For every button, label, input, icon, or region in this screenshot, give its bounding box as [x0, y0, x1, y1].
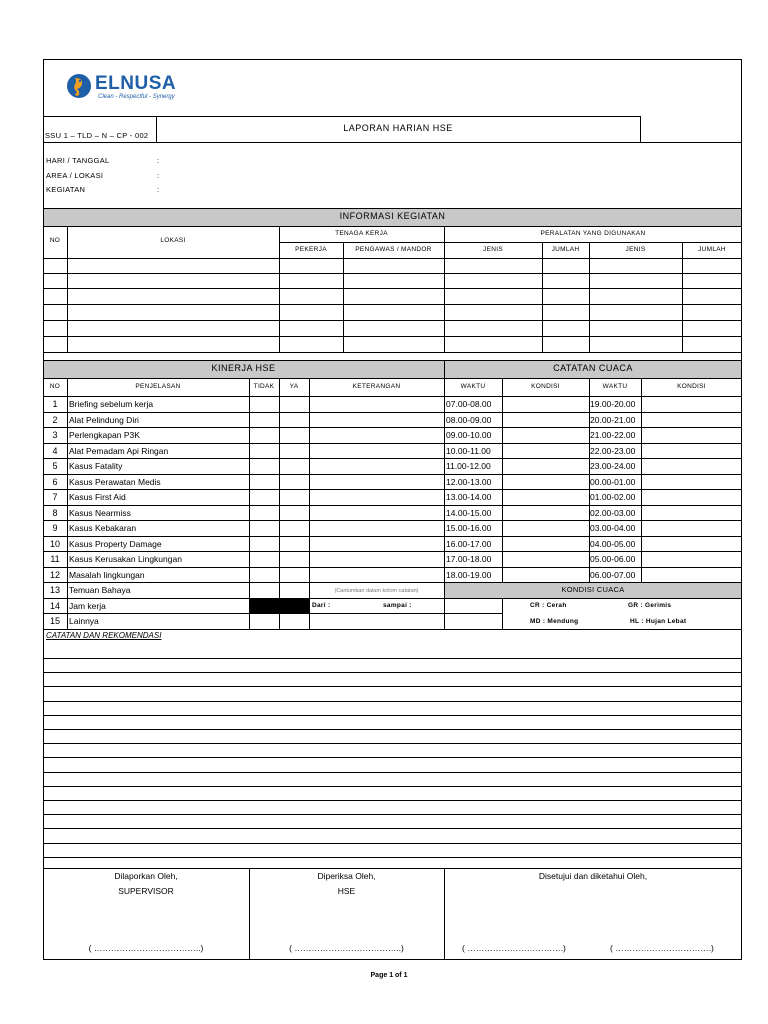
row-penjelasan: Masalah lingkungan: [69, 570, 145, 580]
col-header-no: NO: [49, 237, 61, 244]
catatan-title: CATATAN DAN REKOMENDASI: [46, 631, 162, 640]
col-header-jumlah: JUMLAH: [698, 246, 726, 253]
row-number: 14: [49, 601, 60, 611]
jam-kerja-sampai: sampai :: [383, 602, 412, 609]
row-waktu-left: 13.00-14.00: [446, 492, 492, 502]
row-waktu-right: 04.00-05.00: [590, 539, 636, 549]
field-label-kegiatan: KEGIATAN: [46, 185, 86, 194]
signature-approval-blank-b: ( …………………………….): [610, 943, 714, 953]
field-label-hari-tanggal: HARI / TANGGAL: [46, 156, 110, 165]
signature-hse-caption: Diperiksa Oleh,: [317, 871, 376, 881]
col-header-kondisi: KONDISI: [531, 383, 560, 390]
legend-hujan-lebat: HL : Hujan Lebat: [630, 618, 687, 625]
row-number: 6: [52, 477, 58, 487]
row-number: 15: [49, 616, 60, 626]
row-penjelasan: Kasus Kerusakan Lingkungan: [69, 554, 182, 564]
row-penjelasan: Alat Pelindung Diri: [69, 415, 139, 425]
signature-supervisor-blank: ( ………………………………..): [88, 943, 204, 953]
legend-mendung: MD : Mendung: [530, 618, 579, 625]
row-waktu-right: 19.00-20.00: [590, 399, 636, 409]
signature-supervisor-role: SUPERVISOR: [118, 886, 174, 896]
row-penjelasan: Kasus Fatality: [69, 461, 123, 471]
row-number: 8: [52, 508, 58, 518]
signature-approval-caption: Disetujui dan diketahui Oleh,: [538, 871, 648, 881]
row-waktu-right: 00.00-01.00: [590, 477, 636, 487]
col-header-pengawas: PENGAWAS / MANDOR: [355, 246, 432, 253]
col-header-no: NO: [49, 383, 61, 390]
row-waktu-right: 20.00-21.00: [590, 415, 636, 425]
col-header-lokasi: LOKASI: [160, 237, 186, 244]
col-header-jenis: JENIS: [483, 246, 503, 253]
signature-hse-blank: ( ………………………………..): [289, 943, 404, 953]
col-header-tenaga-kerja: TENAGA KERJA: [335, 230, 388, 237]
row-penjelasan: Kasus Kebakaran: [69, 523, 137, 533]
row-waktu-left: 14.00-15.00: [446, 508, 492, 518]
col-header-jumlah: JUMLAH: [551, 246, 580, 253]
field-label-area-lokasi: AREA / LOKASI: [46, 171, 104, 180]
row-waktu-left: 09.00-10.00: [446, 430, 492, 440]
document-code: SSU 1 – TLD – N – CP - 002: [45, 131, 149, 140]
form-frame: [43, 59, 742, 960]
row-waktu-left: 15.00-16.00: [446, 523, 492, 533]
row-number: 4: [52, 446, 58, 456]
col-header-peralatan: PERALATAN YANG DIGUNAKAN: [540, 230, 646, 237]
row-number: 7: [52, 492, 58, 502]
row-waktu-left: 16.00-17.00: [446, 539, 492, 549]
col-header-ya: YA: [289, 383, 299, 390]
row-number: 13: [49, 585, 60, 595]
row-waktu-right: 03.00-04.00: [590, 523, 636, 533]
row-number: 3: [52, 430, 58, 440]
field-colon: :: [157, 171, 160, 180]
row-penjelasan: Kasus First Aid: [69, 492, 126, 502]
field-colon: :: [157, 185, 160, 194]
row-penjelasan: Kasus Nearmiss: [69, 508, 131, 518]
logo-tagline: Clean - Respectful - Synergy: [98, 94, 175, 100]
row-penjelasan: Temuan Bahaya: [69, 585, 131, 595]
row-number: 2: [52, 415, 58, 425]
section-title-informasi-kegiatan: INFORMASI KEGIATAN: [339, 211, 446, 221]
row-penjelasan: Alat Pemadam Api Ringan: [69, 446, 169, 456]
row-waktu-right: 22.00-23.00: [590, 446, 636, 456]
logo-text: ELNUSA: [95, 73, 177, 94]
row-penjelasan: Lainnya: [69, 616, 99, 626]
field-colon: :: [157, 156, 160, 165]
row-waktu-right: 21.00-22.00: [590, 430, 636, 440]
legend-gerimis: GR : Gerimis: [628, 602, 672, 609]
section-title-kinerja-hse: KINERJA HSE: [211, 363, 276, 373]
col-header-kondisi: KONDISI: [677, 383, 706, 390]
col-header-waktu: WAKTU: [460, 383, 486, 390]
jam-kerja-dari: Dari :: [312, 602, 331, 609]
company-logo: [66, 72, 206, 102]
col-header-penjelasan: PENJELASAN: [135, 383, 181, 390]
row-waktu-left: 11.00-12.00: [446, 461, 491, 471]
row-waktu-left: 12.00-13.00: [446, 477, 492, 487]
kondisi-cuaca-title: KONDISI CUACA: [561, 585, 625, 594]
legend-cerah: CR : Cerah: [530, 602, 567, 609]
row-number: 1: [52, 399, 58, 409]
row-number: 5: [52, 461, 58, 471]
section-title-catatan-cuaca: CATATAN CUACA: [553, 363, 633, 373]
row-waktu-left: 07.00-08.00: [446, 399, 492, 409]
row-waktu-right: 06.00-07.00: [590, 570, 636, 580]
signature-supervisor-caption: Dilaporkan Oleh,: [114, 871, 178, 881]
row-waktu-right: 02.00-03.00: [590, 508, 636, 518]
row-waktu-right: 23.00-24.00: [590, 461, 636, 471]
col-header-tidak: TIDAK: [253, 383, 275, 390]
row-number: 12: [49, 570, 60, 580]
col-header-waktu: WAKTU: [602, 383, 628, 390]
row-penjelasan: Kasus Perawatan Medis: [69, 477, 161, 487]
report-title: LAPORAN HARIAN HSE: [343, 123, 453, 133]
col-header-keterangan: KETERANGAN: [352, 383, 401, 390]
temuan-bahaya-note: (Cantumkan dalam kolom catatan): [334, 588, 419, 594]
row-waktu-left: 10.00-11.00: [446, 446, 491, 456]
row-number: 11: [50, 554, 60, 564]
signature-approval-blank-a: ( …………………………….): [462, 943, 566, 953]
seahorse-logo-icon: [66, 72, 92, 100]
col-header-pekerja: PEKERJA: [295, 246, 327, 253]
row-waktu-left: 08.00-09.00: [446, 415, 492, 425]
row-waktu-right: 01.00-02.00: [590, 492, 636, 502]
row-waktu-left: 17.00-18.00: [446, 554, 492, 564]
row-penjelasan: Jam kerja: [69, 601, 106, 611]
jam-kerja-blackout: [249, 598, 309, 614]
page-number: Page 1 of 1: [370, 972, 408, 979]
col-header-jenis: JENIS: [625, 246, 646, 253]
row-number: 10: [49, 539, 60, 549]
row-penjelasan: Perlengkapan P3K: [69, 430, 140, 440]
row-waktu-right: 05.00-06.00: [590, 554, 636, 564]
row-penjelasan: Kasus Property Damage: [69, 539, 162, 549]
row-number: 9: [52, 523, 58, 533]
signature-hse-role: HSE: [337, 886, 356, 896]
row-penjelasan: Briefing sebelum kerja: [69, 399, 154, 409]
row-waktu-left: 18.00-19.00: [446, 570, 492, 580]
